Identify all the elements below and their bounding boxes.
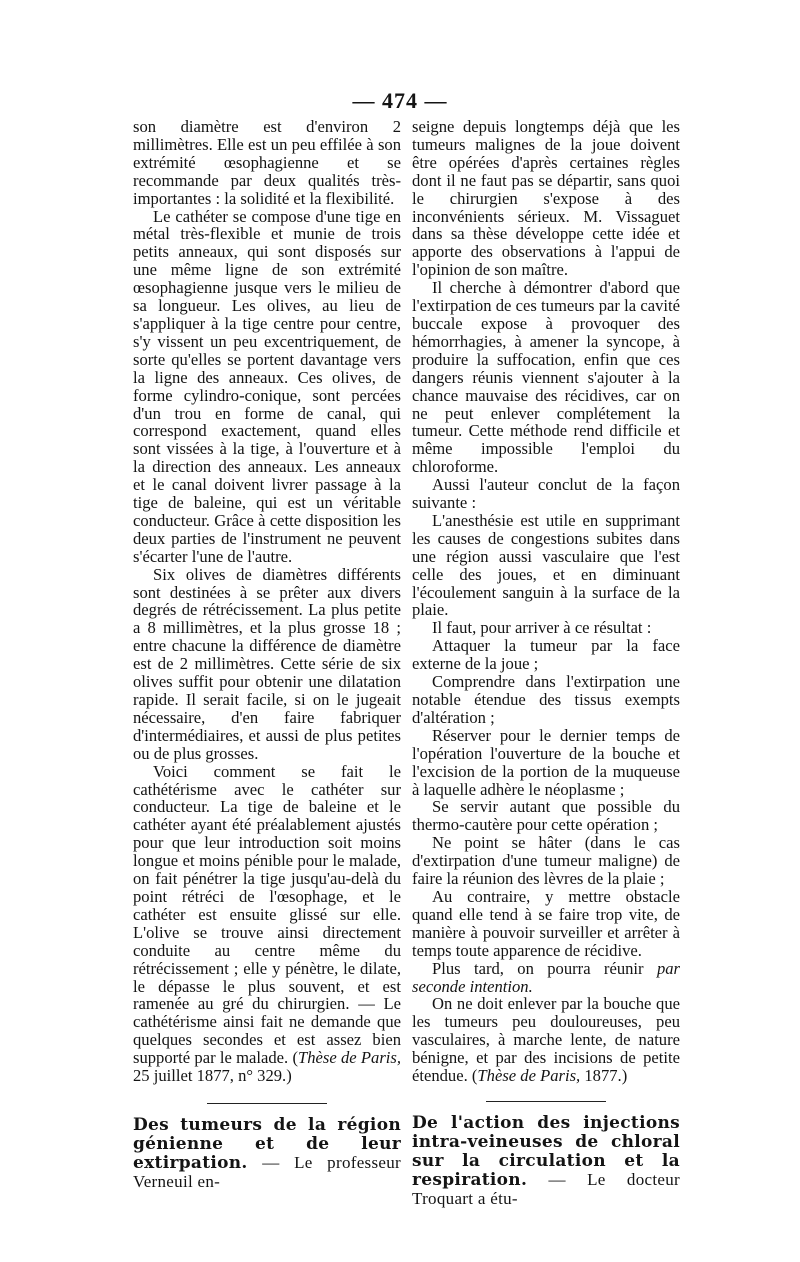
paragraph: Réserver pour le dernier temps de l'opération l'ouverture de la bouche et l'excision de la portion de la muqueuse à laquelle adhère le néoplasme ; xyxy=(412,725,680,799)
paragraph: Attaquer la tumeur par la face externe de la joue ; xyxy=(412,636,680,674)
paragraph-text: 1877.) xyxy=(580,1066,628,1086)
paragraph xyxy=(412,995,680,1085)
paragraph: Se servir autant que possible du thermo-cautère pour cette opération ; xyxy=(412,797,680,835)
paragraph: Au contraire, y mettre obstacle quand elle tend à se faire trop vite, de manière à pouvoir surveiller et arrêter à temps toute apparence de récidive. xyxy=(412,886,680,960)
citation: Thèse de Paris, xyxy=(477,1066,581,1086)
paragraph: Il faut, pour arriver à ce résultat : xyxy=(432,618,652,638)
citation: Thèse de Paris, xyxy=(297,1048,401,1068)
italic-text: par seconde intention. xyxy=(412,958,680,996)
section-title: De l'action des injections intra-veineuses de chloral sur la circulation et la respiration. xyxy=(412,1112,680,1190)
paragraph: Il cherche à démontrer d'abord que l'extirpation de ces tumeurs par la cavité buccale expose à provoquer des hémorrhagies, à amener la syncope, à produire la suffocation, enfin que ces dangers réunis viennent s'ajouter à la chance mauvaise des récidives, car on ne peut enlever complétement la tumeur. Cette méthode rend difficile et même impossible l'emploi du chloroforme. xyxy=(412,278,680,477)
page-number: — 474 — xyxy=(352,88,448,113)
right-column xyxy=(412,118,680,1207)
paragraph-text: On ne doit enlever par la bouche que les tumeurs peu douloureuses, peu vasculaires, à marche lente, de nature bénigne, et par des incisions de petite étendue. ( xyxy=(412,994,680,1086)
paragraph: son diamètre est d'environ 2 millimètres. Elle est un peu effilée à son extrémité œsophagienne et se recommande par deux qualités très-importantes : la solidité et la flexibilité. xyxy=(133,117,401,208)
paragraph xyxy=(133,763,401,1085)
left-column xyxy=(133,118,401,1191)
paragraph: seigne depuis longtemps déjà que les tumeurs malignes de la joue doivent être opérées d'après certaines règles dont il ne faut pas se départir, sans quoi le chirurgien s'expose à des inconvénients sérieux. M. Vissaguet dans sa thèse développe cette idée et apporte des observations à l'appui de l'opinion de son maître. xyxy=(412,117,680,280)
paragraph: Ne point se hâter (dans le cas d'extirpation d'une tumeur maligne) de faire la réunion des lèvres de la plaie ; xyxy=(412,833,680,889)
paragraph: Comprendre dans l'extirpation une notable étendue des tissus exempts d'altération ; xyxy=(412,672,680,727)
section-title: Des tumeurs de la région génienne et de leur extirpation. xyxy=(133,1114,401,1173)
paragraph: L'anesthésie est utile en supprimant les causes de congestions subites dans une région aussi vasculaire que l'est celle des joues, et en diminuant l'écoulement sanguin à la surface de la plaie. xyxy=(412,510,680,620)
paragraph-text: — Le professeur Verneuil en- xyxy=(133,1152,401,1191)
paragraph-text: — Le docteur Troquart a étu- xyxy=(412,1169,680,1208)
paragraph: Le cathéter se compose d'une tige en métal très-flexible et munie de trois petits anneaux, qui sont disposés sur une même ligne de son extrémité œsophagienne jusque vers le milieu de sa longueur. Les olives, au lieu de s'appliquer à la tige centre pour centre, s'y vissent un peu excentriquement, de sorte qu'elles se portent davantage vers la ligne des anneaux. Ces olives, de forme cylindro-conique, sont percées d'un trou en forme de canal, qui correspond exactement, quand elles sont vissées à la tige, à l'ouverture et à la direction des anneaux. Les anneaux et le canal doivent livrer passage à la tige de baleine, qui est un véritable conducteur. Grâce à cette disposition les deux parties de l'instrument ne peuvent s'écarter l'une de l'autre. xyxy=(133,206,401,566)
section-heading xyxy=(133,1116,401,1191)
paragraph-text: Voici comment se fait le cathétérisme avec le cathéter sur conducteur. La tige de baleine et le cathéter ayant été préalablement ajustés pour que leur introduction soit moins longue et moins pénible pour le malade, on fait pénétrer la tige jusqu'au-delà du point rétréci de l'œsophage, et le cathéter est ensuite glissé sur elle. L'olive se trouve ainsi directement conduite au centre même du rétrécissement ; elle y pénètre, le dilate, le dépasse le plus souvent, et est ramenée au gré du chirurgien. — Le cathétérisme ainsi fait ne demande que quelques secondes et est assez bien supporté par le malade. ( xyxy=(133,761,401,1068)
section-divider xyxy=(486,1101,606,1102)
paragraph: Aussi l'auteur conclut de la façon suivante : xyxy=(412,475,680,513)
paragraph-text: 25 juillet 1877, n° 329.) xyxy=(133,1066,292,1086)
section-heading xyxy=(412,1114,680,1208)
paragraph xyxy=(412,960,680,996)
paragraph-text: Plus tard, on pourra réunir xyxy=(432,958,657,978)
section-divider xyxy=(207,1103,327,1104)
paragraph: Six olives de diamètres différents sont destinées à se prêter aux divers degrés de rétrécissement. La plus petite a 8 millimètres, et la plus grosse 18 ; entre chacune la différence de diamètre est de 2 millimètres. Cette série de six olives suffit pour obtenir une dilatation rapide. Il serait facile, si on le jugeait nécessaire, d'en faire fabriquer d'intermédiaires, et aussi de plus petites ou de plus grosses. xyxy=(133,564,401,763)
